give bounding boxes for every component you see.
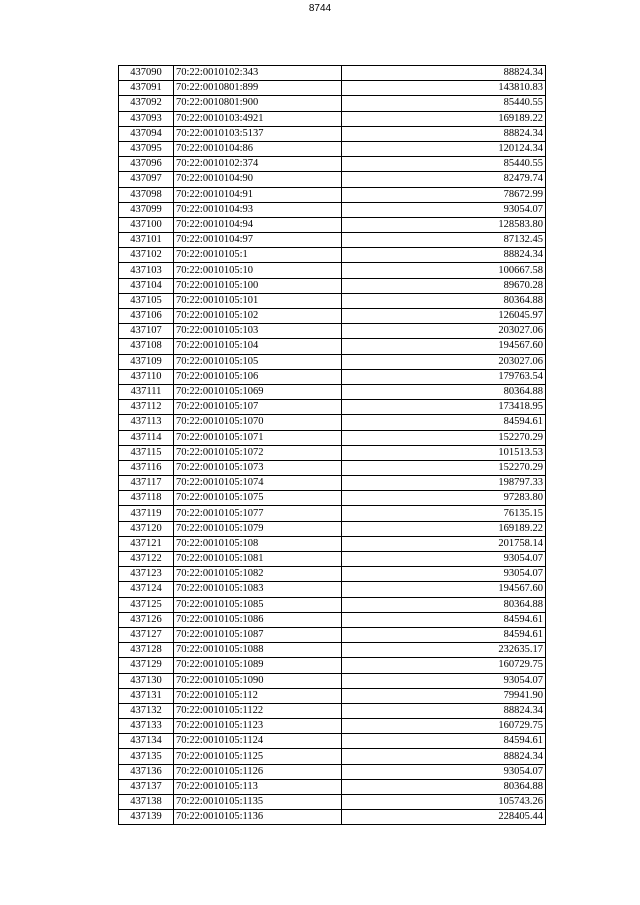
table-row bbox=[119, 552, 546, 567]
value-cell: 198797.33 bbox=[342, 476, 546, 491]
row-number-cell: 437108 bbox=[119, 339, 174, 354]
cadastral-number-cell: 70:22:0010105:1136 bbox=[174, 810, 342, 825]
table-row bbox=[119, 795, 546, 810]
cadastral-number-cell: 70:22:0010105:113 bbox=[174, 779, 342, 794]
table-body bbox=[119, 66, 546, 825]
table-row bbox=[119, 172, 546, 187]
row-number-cell: 437090 bbox=[119, 66, 174, 81]
value-cell: 93054.07 bbox=[342, 567, 546, 582]
value-cell: 88824.34 bbox=[342, 66, 546, 81]
value-cell: 126045.97 bbox=[342, 309, 546, 324]
cadastral-number-cell: 70:22:0010105:1070 bbox=[174, 415, 342, 430]
value-cell: 152270.29 bbox=[342, 430, 546, 445]
row-number-cell: 437124 bbox=[119, 582, 174, 597]
value-cell: 88824.34 bbox=[342, 248, 546, 263]
row-number-cell: 437094 bbox=[119, 126, 174, 141]
row-number-cell: 437105 bbox=[119, 293, 174, 308]
table-row bbox=[119, 810, 546, 825]
table-row bbox=[119, 764, 546, 779]
cadastral-number-cell: 70:22:0010105:1082 bbox=[174, 567, 342, 582]
cadastral-number-cell: 70:22:0010105:107 bbox=[174, 400, 342, 415]
table-row bbox=[119, 187, 546, 202]
row-number-cell: 437119 bbox=[119, 506, 174, 521]
row-number-cell: 437128 bbox=[119, 643, 174, 658]
value-cell: 143810.83 bbox=[342, 81, 546, 96]
table-row bbox=[119, 491, 546, 506]
value-cell: 201758.14 bbox=[342, 536, 546, 551]
value-cell: 84594.61 bbox=[342, 612, 546, 627]
row-number-cell: 437109 bbox=[119, 354, 174, 369]
row-number-cell: 437097 bbox=[119, 172, 174, 187]
row-number-cell: 437099 bbox=[119, 202, 174, 217]
row-number-cell: 437132 bbox=[119, 703, 174, 718]
cadastral-number-cell: 70:22:0010105:1071 bbox=[174, 430, 342, 445]
row-number-cell: 437135 bbox=[119, 749, 174, 764]
table-row bbox=[119, 415, 546, 430]
cadastral-number-cell: 70:22:0010105:106 bbox=[174, 369, 342, 384]
value-cell: 84594.61 bbox=[342, 734, 546, 749]
table-row bbox=[119, 612, 546, 627]
value-cell: 87132.45 bbox=[342, 233, 546, 248]
value-cell: 76135.15 bbox=[342, 506, 546, 521]
value-cell: 128583.80 bbox=[342, 217, 546, 232]
row-number-cell: 437116 bbox=[119, 460, 174, 475]
row-number-cell: 437137 bbox=[119, 779, 174, 794]
row-number-cell: 437139 bbox=[119, 810, 174, 825]
table-row bbox=[119, 309, 546, 324]
row-number-cell: 437106 bbox=[119, 309, 174, 324]
value-cell: 80364.88 bbox=[342, 597, 546, 612]
table-row bbox=[119, 293, 546, 308]
cadastral-number-cell: 70:22:0010105:100 bbox=[174, 278, 342, 293]
table-row bbox=[119, 324, 546, 339]
value-cell: 82479.74 bbox=[342, 172, 546, 187]
cadastral-number-cell: 70:22:0010105:10 bbox=[174, 263, 342, 278]
table-row bbox=[119, 202, 546, 217]
cadastral-number-cell: 70:22:0010105:1123 bbox=[174, 719, 342, 734]
table-row bbox=[119, 263, 546, 278]
cadastral-number-cell: 70:22:0010105:105 bbox=[174, 354, 342, 369]
row-number-cell: 437096 bbox=[119, 157, 174, 172]
cadastral-number-cell: 70:22:0010105:1089 bbox=[174, 658, 342, 673]
row-number-cell: 437123 bbox=[119, 567, 174, 582]
cadastral-number-cell: 70:22:0010105:1072 bbox=[174, 445, 342, 460]
cadastral-number-cell: 70:22:0010104:94 bbox=[174, 217, 342, 232]
value-cell: 179763.54 bbox=[342, 369, 546, 384]
value-cell: 173418.95 bbox=[342, 400, 546, 415]
value-cell: 228405.44 bbox=[342, 810, 546, 825]
table-row bbox=[119, 627, 546, 642]
cadastral-number-cell: 70:22:0010102:374 bbox=[174, 157, 342, 172]
value-cell: 93054.07 bbox=[342, 673, 546, 688]
value-cell: 160729.75 bbox=[342, 658, 546, 673]
value-cell: 100667.58 bbox=[342, 263, 546, 278]
table-row bbox=[119, 779, 546, 794]
cadastral-number-cell: 70:22:0010105:1079 bbox=[174, 521, 342, 536]
cadastral-number-cell: 70:22:0010105:103 bbox=[174, 324, 342, 339]
value-cell: 80364.88 bbox=[342, 779, 546, 794]
value-cell: 85440.55 bbox=[342, 96, 546, 111]
value-cell: 84594.61 bbox=[342, 415, 546, 430]
table-row bbox=[119, 703, 546, 718]
row-number-cell: 437110 bbox=[119, 369, 174, 384]
value-cell: 160729.75 bbox=[342, 719, 546, 734]
value-cell: 89670.28 bbox=[342, 278, 546, 293]
row-number-cell: 437121 bbox=[119, 536, 174, 551]
table-row bbox=[119, 658, 546, 673]
value-cell: 97283.80 bbox=[342, 491, 546, 506]
value-cell: 93054.07 bbox=[342, 764, 546, 779]
table-row bbox=[119, 81, 546, 96]
cadastral-number-cell: 70:22:0010105:1090 bbox=[174, 673, 342, 688]
cadastral-number-cell: 70:22:0010105:108 bbox=[174, 536, 342, 551]
value-cell: 80364.88 bbox=[342, 293, 546, 308]
cadastral-number-cell: 70:22:0010103:5137 bbox=[174, 126, 342, 141]
cadastral-number-cell: 70:22:0010105:1125 bbox=[174, 749, 342, 764]
cadastral-number-cell: 70:22:0010105:1083 bbox=[174, 582, 342, 597]
table-row bbox=[119, 369, 546, 384]
row-number-cell: 437138 bbox=[119, 795, 174, 810]
table-row bbox=[119, 384, 546, 399]
table-row bbox=[119, 111, 546, 126]
value-cell: 169189.22 bbox=[342, 111, 546, 126]
table-row bbox=[119, 749, 546, 764]
table-row bbox=[119, 126, 546, 141]
cadastral-number-cell: 70:22:0010105:1085 bbox=[174, 597, 342, 612]
cadastral-number-cell: 70:22:0010105:101 bbox=[174, 293, 342, 308]
cadastral-number-cell: 70:22:0010105:1126 bbox=[174, 764, 342, 779]
value-cell: 194567.60 bbox=[342, 339, 546, 354]
row-number-cell: 437134 bbox=[119, 734, 174, 749]
row-number-cell: 437118 bbox=[119, 491, 174, 506]
table-row bbox=[119, 96, 546, 111]
cadastral-number-cell: 70:22:0010105:1073 bbox=[174, 460, 342, 475]
table-row bbox=[119, 248, 546, 263]
cadastral-number-cell: 70:22:0010104:90 bbox=[174, 172, 342, 187]
row-number-cell: 437133 bbox=[119, 719, 174, 734]
row-number-cell: 437136 bbox=[119, 764, 174, 779]
row-number-cell: 437104 bbox=[119, 278, 174, 293]
row-number-cell: 437101 bbox=[119, 233, 174, 248]
cadastral-number-cell: 70:22:0010105:1074 bbox=[174, 476, 342, 491]
cadastral-number-cell: 70:22:0010801:900 bbox=[174, 96, 342, 111]
table-row bbox=[119, 673, 546, 688]
table-row bbox=[119, 354, 546, 369]
cadastral-number-cell: 70:22:0010105:1086 bbox=[174, 612, 342, 627]
cadastral-number-cell: 70:22:0010104:93 bbox=[174, 202, 342, 217]
value-cell: 88824.34 bbox=[342, 126, 546, 141]
row-number-cell: 437095 bbox=[119, 141, 174, 156]
row-number-cell: 437093 bbox=[119, 111, 174, 126]
table-row bbox=[119, 506, 546, 521]
value-cell: 93054.07 bbox=[342, 202, 546, 217]
value-cell: 152270.29 bbox=[342, 460, 546, 475]
value-cell: 203027.06 bbox=[342, 354, 546, 369]
table-row bbox=[119, 157, 546, 172]
page-number: 8744 bbox=[308, 3, 332, 14]
value-cell: 194567.60 bbox=[342, 582, 546, 597]
value-cell: 203027.06 bbox=[342, 324, 546, 339]
row-number-cell: 437098 bbox=[119, 187, 174, 202]
cadastral-number-cell: 70:22:0010105:1069 bbox=[174, 384, 342, 399]
table-row bbox=[119, 217, 546, 232]
cadastral-number-cell: 70:22:0010105:1124 bbox=[174, 734, 342, 749]
row-number-cell: 437120 bbox=[119, 521, 174, 536]
table-row bbox=[119, 719, 546, 734]
cadastral-number-cell: 70:22:0010105:1088 bbox=[174, 643, 342, 658]
row-number-cell: 437125 bbox=[119, 597, 174, 612]
cadastral-number-cell: 70:22:0010105:1081 bbox=[174, 552, 342, 567]
value-cell: 85440.55 bbox=[342, 157, 546, 172]
cadastral-number-cell: 70:22:0010104:91 bbox=[174, 187, 342, 202]
table-row bbox=[119, 278, 546, 293]
value-cell: 93054.07 bbox=[342, 552, 546, 567]
value-cell: 84594.61 bbox=[342, 627, 546, 642]
value-cell: 88824.34 bbox=[342, 703, 546, 718]
value-cell: 101513.53 bbox=[342, 445, 546, 460]
row-number-cell: 437091 bbox=[119, 81, 174, 96]
table-row bbox=[119, 536, 546, 551]
row-number-cell: 437103 bbox=[119, 263, 174, 278]
value-cell: 88824.34 bbox=[342, 749, 546, 764]
cadastral-number-cell: 70:22:0010104:97 bbox=[174, 233, 342, 248]
value-cell: 80364.88 bbox=[342, 384, 546, 399]
row-number-cell: 437127 bbox=[119, 627, 174, 642]
cadastral-number-cell: 70:22:0010102:343 bbox=[174, 66, 342, 81]
value-cell: 78672.99 bbox=[342, 187, 546, 202]
cadastral-number-cell: 70:22:0010105:112 bbox=[174, 688, 342, 703]
value-cell: 169189.22 bbox=[342, 521, 546, 536]
value-cell: 120124.34 bbox=[342, 141, 546, 156]
cadastral-number-cell: 70:22:0010105:104 bbox=[174, 339, 342, 354]
table-row bbox=[119, 643, 546, 658]
table-row bbox=[119, 233, 546, 248]
cadastral-number-cell: 70:22:0010103:4921 bbox=[174, 111, 342, 126]
cadastral-number-cell: 70:22:0010801:899 bbox=[174, 81, 342, 96]
row-number-cell: 437092 bbox=[119, 96, 174, 111]
table-row bbox=[119, 66, 546, 81]
cadastral-number-cell: 70:22:0010105:1122 bbox=[174, 703, 342, 718]
table-row bbox=[119, 521, 546, 536]
row-number-cell: 437100 bbox=[119, 217, 174, 232]
table-row bbox=[119, 445, 546, 460]
cadastral-number-cell: 70:22:0010105:102 bbox=[174, 309, 342, 324]
table-row bbox=[119, 734, 546, 749]
value-cell: 79941.90 bbox=[342, 688, 546, 703]
table-row bbox=[119, 339, 546, 354]
table-row bbox=[119, 597, 546, 612]
data-table bbox=[118, 65, 546, 825]
row-number-cell: 437130 bbox=[119, 673, 174, 688]
table-row bbox=[119, 141, 546, 156]
table-row bbox=[119, 567, 546, 582]
cadastral-number-cell: 70:22:0010105:1077 bbox=[174, 506, 342, 521]
row-number-cell: 437112 bbox=[119, 400, 174, 415]
table-row bbox=[119, 430, 546, 445]
row-number-cell: 437131 bbox=[119, 688, 174, 703]
row-number-cell: 437107 bbox=[119, 324, 174, 339]
cadastral-number-cell: 70:22:0010104:86 bbox=[174, 141, 342, 156]
cadastral-number-cell: 70:22:0010105:1075 bbox=[174, 491, 342, 506]
row-number-cell: 437115 bbox=[119, 445, 174, 460]
cadastral-number-cell: 70:22:0010105:1 bbox=[174, 248, 342, 263]
row-number-cell: 437129 bbox=[119, 658, 174, 673]
row-number-cell: 437122 bbox=[119, 552, 174, 567]
row-number-cell: 437102 bbox=[119, 248, 174, 263]
value-cell: 232635.17 bbox=[342, 643, 546, 658]
row-number-cell: 437111 bbox=[119, 384, 174, 399]
row-number-cell: 437114 bbox=[119, 430, 174, 445]
cadastral-number-cell: 70:22:0010105:1087 bbox=[174, 627, 342, 642]
table-row bbox=[119, 460, 546, 475]
row-number-cell: 437117 bbox=[119, 476, 174, 491]
table-row bbox=[119, 582, 546, 597]
row-number-cell: 437126 bbox=[119, 612, 174, 627]
row-number-cell: 437113 bbox=[119, 415, 174, 430]
table-row bbox=[119, 688, 546, 703]
table-row bbox=[119, 476, 546, 491]
cadastral-number-cell: 70:22:0010105:1135 bbox=[174, 795, 342, 810]
value-cell: 105743.26 bbox=[342, 795, 546, 810]
table-row bbox=[119, 400, 546, 415]
